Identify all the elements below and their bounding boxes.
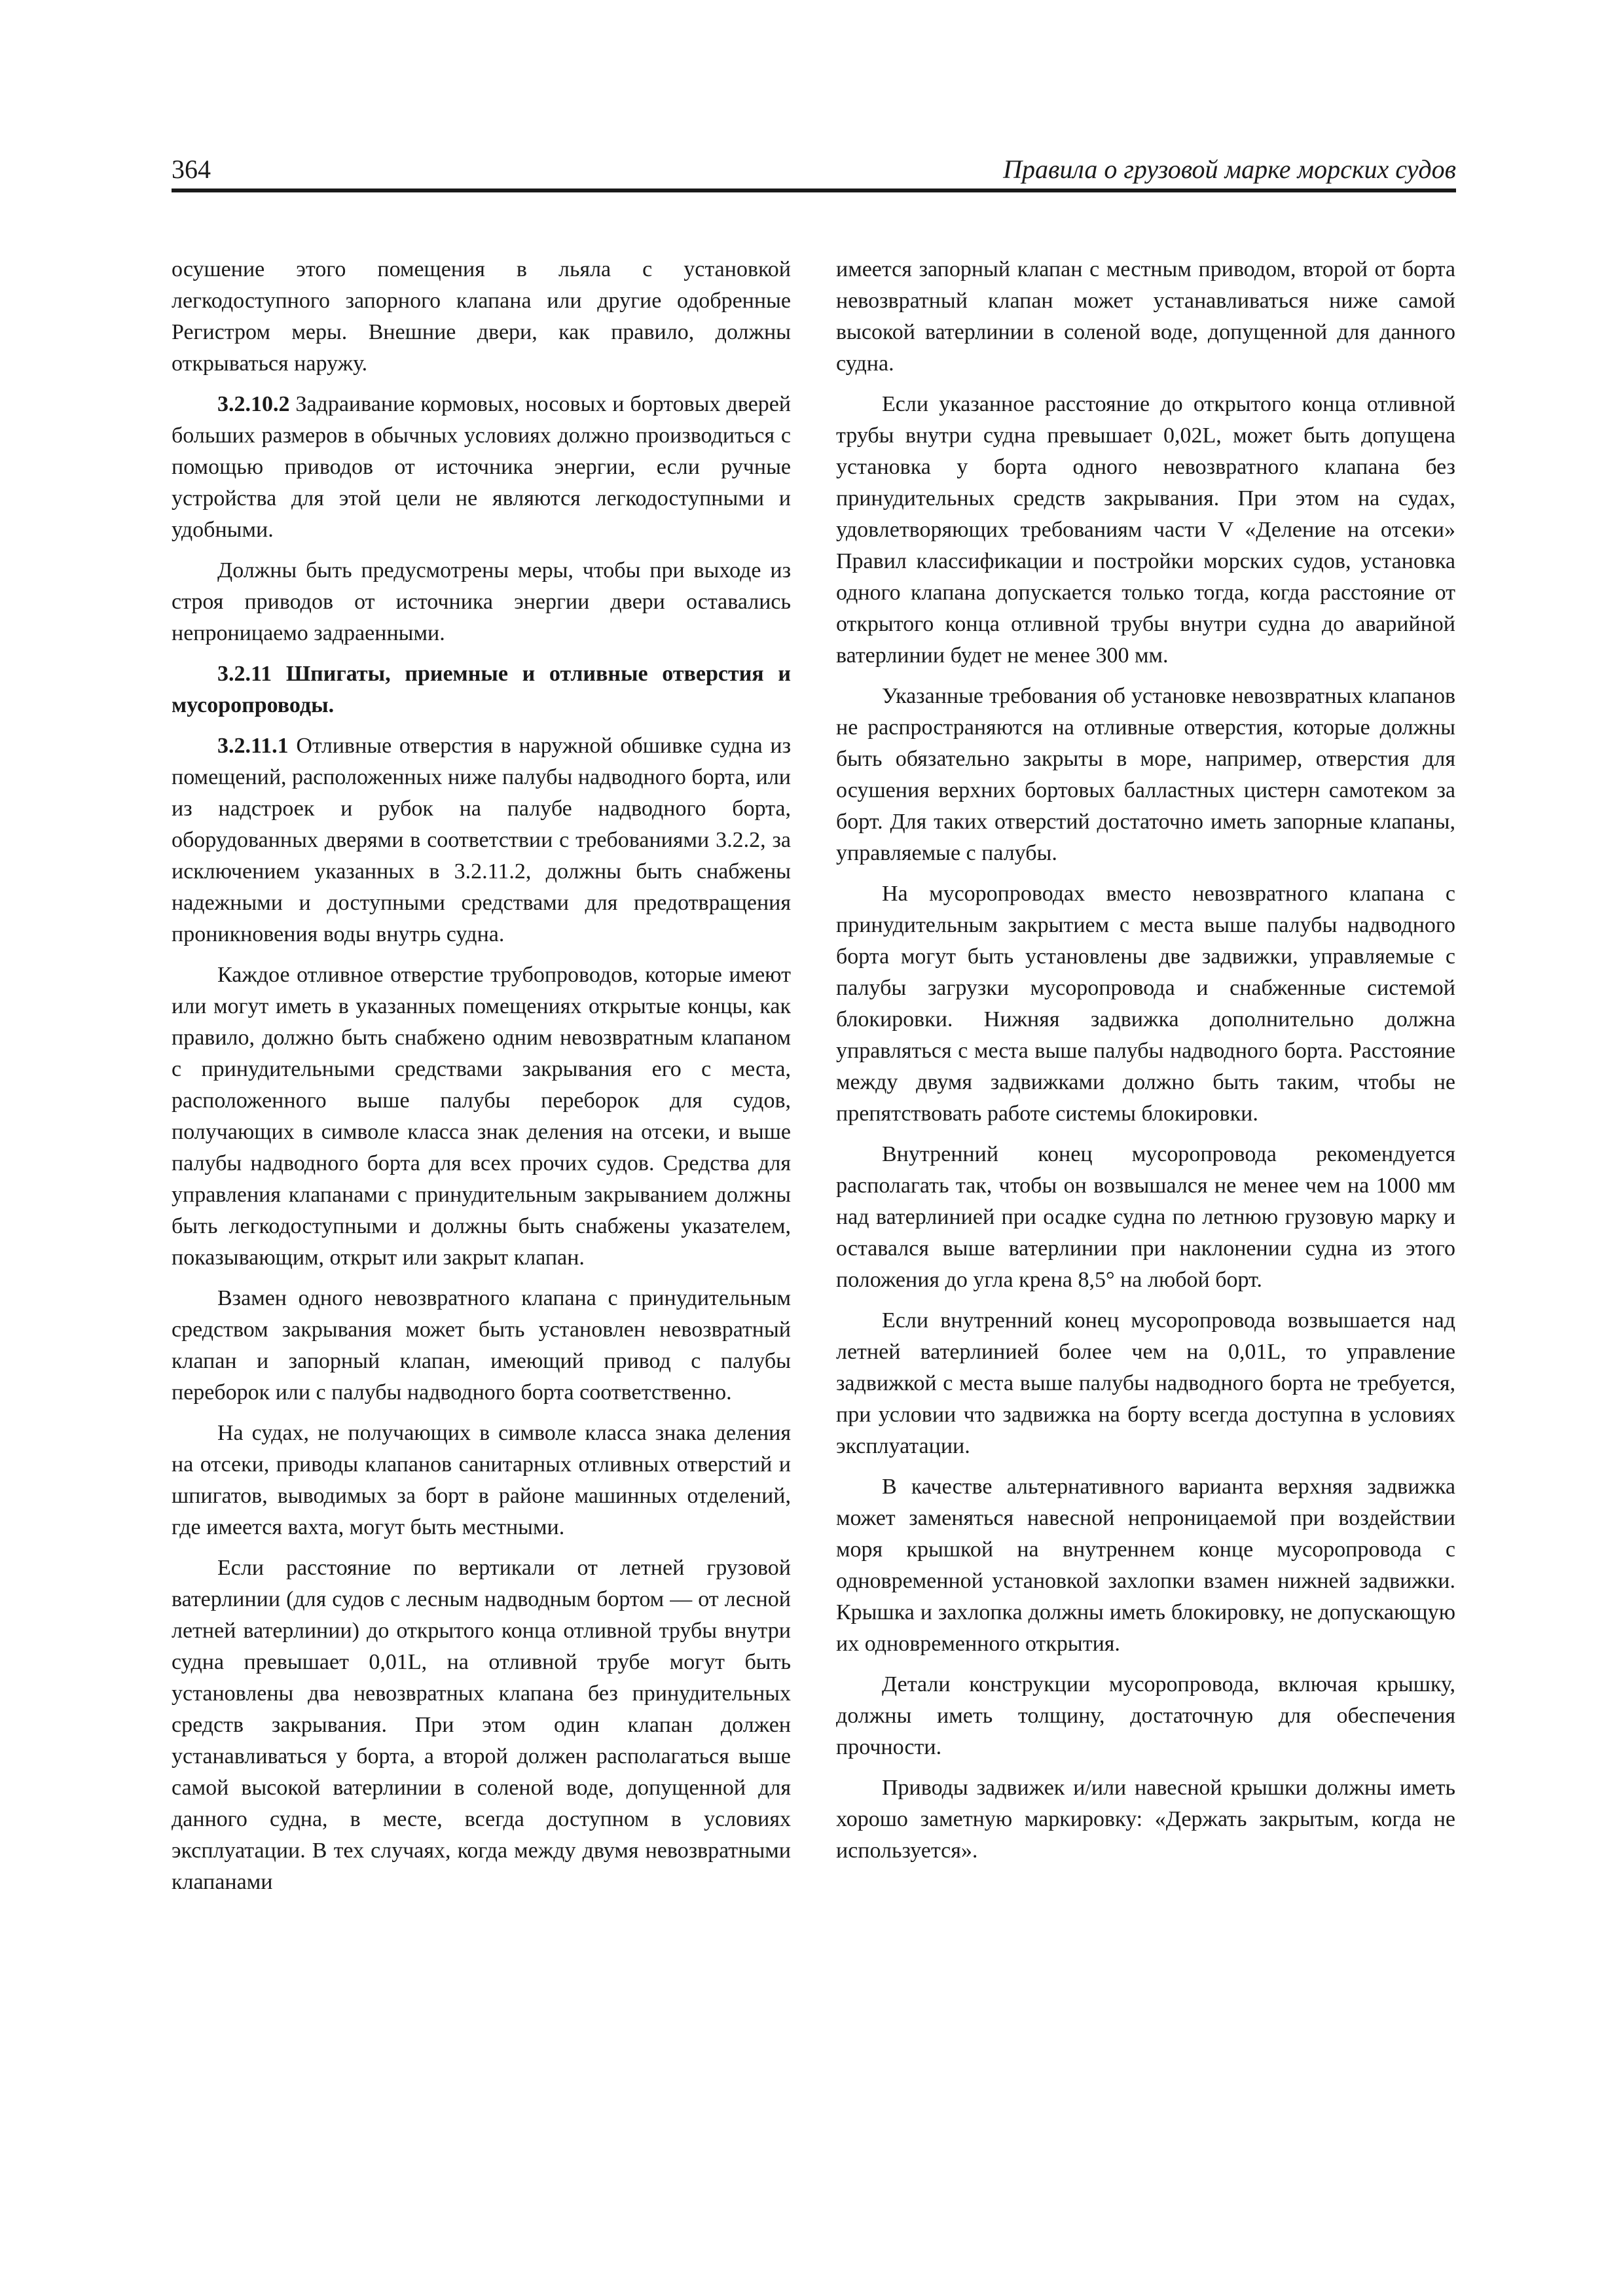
running-title: Правила о грузовой марке морских судов [1003, 154, 1456, 184]
paragraph: Внутренний конец мусоропровода рекомендуется располагать так, чтобы он возвышался не менее чем на 1000 мм над ватерлинией при осадке судна по летнюю грузовую марку и оставался выше ватерлинии при наклонении судна из этого положения до угла крена 8,5° на любой борт. [836, 1142, 1455, 1292]
paragraph-text: Задраивание кормовых, носовых и бортовых дверей больших размеров в обычных условиях должно производиться с помощью приводов от источника энергии, если ручные устройства для этой цели не являются легкодоступными и удобными. [172, 392, 791, 542]
paragraph-text: Отливные отверстия в наружной обшивке судна из помещений, расположенных ниже палубы надводного борта, или из надстроек и рубок на палубе надводного борта, оборудованных дверями в соответствии с требованиями 3.2.2, за исключением указанных в 3.2.11.2, должны быть снабжены надежными и доступными средствами для предотвращения проникновения воды внутрь судна. [172, 734, 791, 946]
page-number: 364 [172, 154, 211, 184]
paragraph: Детали конструкции мусоропровода, включая крышку, должны иметь толщину, достаточную для обеспечения прочности. [836, 1672, 1455, 1759]
clause-number: 3.2.11.1 [217, 734, 289, 758]
section-heading: 3.2.11 Шпигаты, приемные и отливные отверстия и мусоропроводы. [172, 662, 791, 717]
paragraph: Приводы задвижек и/или навесной крышки должны иметь хорошо заметную маркировку: «Держать закрытым, когда не используется». [836, 1776, 1455, 1863]
paragraph: Указанные требования об установке невозвратных клапанов не распространяются на отливные отверстия, которые должны быть обязательно закрыты в море, например, отверстия для осушения верхних бортовых балластных цистерн самотеком за борт. Для таких отверстий достаточно иметь запорные клапаны, управляемые с палубы. [836, 684, 1455, 865]
page-header [172, 145, 1456, 192]
paragraph: На мусоропроводах вместо невозвратного клапана с принудительным закрытием с места выше палубы надводного борта могут быть установлены две задвижки, управляемые с палубы загрузки мусоропровода и снабженные системой блокировки. Нижняя задвижка дополнительно должна управляться с места выше палубы надводного борта. Расстояние между двумя задвижками должно быть таким, чтобы не препятствовать работе системы блокировки. [836, 882, 1455, 1126]
paragraph: На судах, не получающих в символе класса знака деления на отсеки, приводы клапанов санитарных отливных отверстий и шпигатов, выводимых за борт в районе машинных отделений, где имеется вахта, могут быть местными. [172, 1421, 791, 1539]
paragraph: В качестве альтернативного варианта верхняя задвижка может заменяться навесной непроницаемой при воздействии моря крышкой на внутреннем конце мусоропровода с одновременной установкой захлопки взамен нижней задвижки. Крышка и захлопка должны иметь блокировку, не допускающую их одновременного открытия. [836, 1475, 1455, 1656]
paragraph: имеется запорный клапан с местным приводом, второй от борта невозвратный клапан может устанавливаться ниже самой высокой ватерлинии в соленой воде, допущенной для данного судна. [836, 257, 1455, 376]
paragraph [172, 730, 791, 950]
paragraph: осушение этого помещения в льяла с установкой легкодоступного запорного клапана или другие одобренные Регистром меры. Внешние двери, как правило, должны открываться наружу. [172, 257, 791, 376]
paragraph: Если расстояние по вертикали от летней грузовой ватерлинии (для судов с лесным надводным бортом — от лесной летней ватерлинии) до открытого конца отливной трубы внутри судна превышает 0,01L, на отливной трубе могут быть установлены два невозвратных клапана без принудительных средств закрывания. При этом один клапан должен устанавливаться у борта, а второй должен располагаться выше самой высокой ватерлинии в соленой воде, допущенной для данного судна, в месте, всегда доступном в условиях эксплуатации. В тех случаях, когда между двумя невозвратными клапанами [172, 1556, 791, 1894]
paragraph: Если указанное расстояние до открытого конца отливной трубы внутри судна превышает 0,02L, может быть допущена установка у борта одного невозвратного клапана без принудительных средств закрывания. При этом на судах, удовлетворяющих требованиям части V «Деление на отсеки» Правил классификации и постройки морских судов, установка одного клапана допускается только тогда, когда расстояние от открытого конца отливной трубы внутри судна до аварийной ватерлинии будет не менее 300 мм. [836, 392, 1455, 668]
paragraph: Взамен одного невозвратного клапана с принудительным средством закрывания может быть установлен невозвратный клапан и запорный клапан, имеющий привод с палубы переборок или с палубы надводного борта соответственно. [172, 1286, 791, 1405]
paragraph [172, 389, 791, 546]
paragraph: Должны быть предусмотрены меры, чтобы при выходе из строя приводов от источника энергии двери оставались непроницаемо задраенными. [172, 558, 791, 645]
paragraph: Каждое отливное отверстие трубопроводов, которые имеют или могут иметь в указанных помещениях открытые концы, как правило, должно быть снабжено одним невозвратным клапаном с принудительными средствами закрывания его с места, расположенного выше палубы переборок для судов, получающих в символе класса знак деления на отсеки, и выше палубы надводного борта для всех прочих судов. Средства для управления клапанами с принудительным закрыванием должны быть легкодоступными и должны быть снабжены указателем, показывающим, открыт или закрыт клапан. [172, 963, 791, 1270]
right-column [836, 254, 1455, 2060]
paragraph: Если внутренний конец мусоропровода возвышается над летней ватерлинией более чем на 0,01L, то управление задвижкой с места выше палубы надводного борта не требуется, при условии что задвижка на борту всегда доступна в условиях эксплуатации. [836, 1308, 1455, 1458]
clause-number: 3.2.10.2 [217, 392, 290, 416]
left-column [172, 254, 791, 2060]
